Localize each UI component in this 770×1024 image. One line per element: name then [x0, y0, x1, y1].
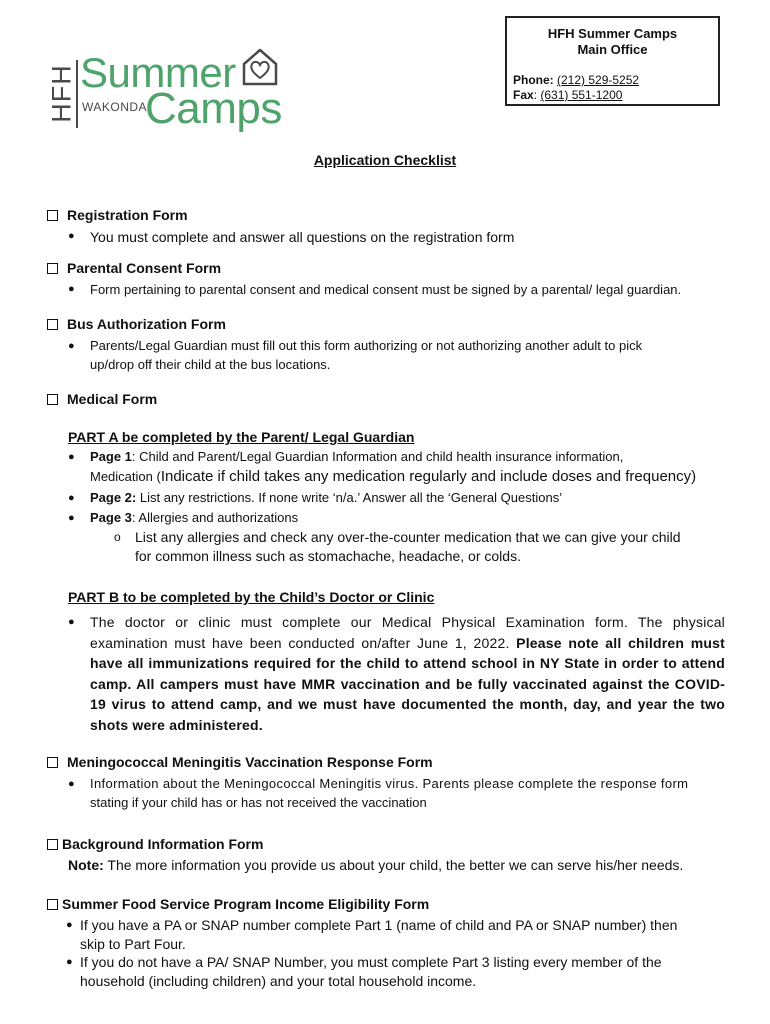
- meningitis-checkbox[interactable]: [47, 757, 58, 768]
- fax-number[interactable]: (631) 551-1200: [540, 88, 623, 102]
- consent-bullet-text: Form pertaining to parental consent and medical consent must be signed by a parental/ legal guardian.: [90, 282, 682, 297]
- logo-wakonda-text: WAKONDA: [82, 100, 148, 114]
- food-bullet2-line2: household (including children) and your total household income.: [80, 973, 477, 989]
- meningitis-line2: stating if your child has or has not received the vaccination: [90, 795, 427, 810]
- bus-line1: Parents/Legal Guardian must fill out this form authorizing or not authorizing another adult to pick: [90, 338, 643, 353]
- registration-bullet-text: You must complete and answer all questions on the registration form: [90, 229, 515, 245]
- page2-line: [90, 488, 562, 507]
- house-heart-icon: [240, 46, 280, 90]
- note-text: The more information you provide us about your child, the better we can serve his/her needs.: [103, 857, 684, 873]
- bullet-icon: ●: [66, 956, 73, 968]
- bullet-icon: ●: [68, 283, 75, 295]
- phone-label: Phone:: [513, 73, 554, 87]
- page3-sub-line1: List any allergies and check any over-the-counter medication that we can give your child: [135, 529, 681, 545]
- office-title-line2: Main Office: [577, 42, 648, 57]
- background-form-heading: [47, 836, 263, 852]
- part-b-paragraph: [90, 612, 725, 735]
- page3-text: : Allergies and authorizations: [131, 510, 299, 525]
- bullet-icon: ●: [68, 778, 75, 790]
- part-b-normal-text: The doctor or clinic must complete our Medical Physical Examination form. The physical examination must have been conducted on/after June 1, 2022.: [90, 614, 725, 651]
- page3-line: [90, 508, 298, 527]
- bus-checkbox[interactable]: [47, 319, 58, 330]
- medical-heading-text: Medical Form: [67, 391, 158, 407]
- bullet-icon: ●: [68, 230, 75, 242]
- fax-label: Fax: [513, 88, 534, 102]
- meningitis-line1: Information about the Meningococcal Meningitis virus. Parents please complete the response form: [90, 776, 689, 791]
- background-heading-text: Background Information Form: [62, 836, 264, 852]
- medical-checkbox[interactable]: [47, 394, 58, 405]
- note-label: Note:: [68, 857, 104, 873]
- consent-heading-text: Parental Consent Form: [67, 260, 222, 276]
- food-bullet1-line1: If you have a PA or SNAP number complete Part 1 (name of child and PA or SNAP number) then: [80, 917, 678, 933]
- logo-hfh-text: HFH: [46, 64, 77, 123]
- page3-label: Page 3: [90, 510, 132, 525]
- page1-line2: [90, 467, 696, 486]
- food-form-heading: [47, 896, 429, 912]
- consent-checkbox[interactable]: [47, 263, 58, 274]
- bus-heading-text: Bus Authorization Form: [67, 316, 226, 332]
- bus-form-heading: [47, 316, 226, 332]
- bullet-icon: ●: [68, 616, 75, 628]
- page1-label: Page 1: [90, 449, 132, 464]
- logo-divider: [76, 60, 78, 128]
- background-checkbox[interactable]: [47, 839, 58, 850]
- registration-heading-text: Registration Form: [67, 207, 188, 223]
- food-bullet2-line1: If you do not have a PA/ SNAP Number, you must complete Part 3 listing every member of the: [80, 954, 662, 970]
- page1-medication-label: Medication (: [90, 469, 161, 484]
- bullet-icon: ●: [68, 340, 75, 352]
- food-heading-text: Summer Food Service Program Income Eligibility Form: [62, 896, 430, 912]
- registration-checkbox[interactable]: [47, 210, 58, 221]
- office-phone: [513, 73, 639, 87]
- main-office-box: [505, 16, 720, 106]
- page3-sub-line2: for common illness such as stomachache, headache, or colds.: [135, 548, 521, 564]
- bullet-icon: ●: [68, 512, 75, 524]
- registration-form-heading: [47, 207, 188, 223]
- phone-number[interactable]: (212) 529-5252: [557, 73, 640, 87]
- office-title-line1: HFH Summer Camps: [547, 26, 678, 41]
- page1-line1: [90, 447, 623, 466]
- part-a-heading: PART A be completed by the Parent/ Legal Guardian: [68, 429, 415, 445]
- circle-bullet-icon: o: [114, 530, 121, 544]
- consent-form-heading: [47, 260, 221, 276]
- bullet-icon: ●: [68, 492, 75, 504]
- background-note: [68, 855, 683, 876]
- logo-hfh: [44, 58, 78, 130]
- logo-summer-text: Summer: [80, 49, 236, 96]
- page1-text: : Child and Parent/Legal Guardian Information and child health insurance information,: [131, 449, 624, 464]
- bullet-icon: ●: [68, 451, 75, 463]
- bullet-icon: ●: [66, 919, 73, 931]
- logo-camps-text: Camps: [145, 84, 282, 133]
- bus-line2: up/drop off their child at the bus locations.: [90, 357, 331, 372]
- part-b-heading: PART B to be completed by the Child’s Doctor or Clinic: [68, 589, 435, 605]
- food-checkbox[interactable]: [47, 899, 58, 910]
- office-title: [507, 26, 718, 58]
- page2-text: List any restrictions. If none write ‘n/a.’ Answer all the ‘General Questions’: [136, 490, 563, 505]
- part-b-bold-text: Please note all children must have all immunizations required for the child to attend school in NY State in order to attend camp. All campers must have MMR vaccination and be fully vaccinated against the COVID-19 virus to attend camp, and we must have documented the month, day, and year the two shots were administered.: [90, 634, 725, 733]
- office-fax: Fax: (631) 551-1200: [513, 88, 623, 102]
- page2-label: Page 2:: [90, 490, 137, 505]
- food-bullet1-line2: skip to Part Four.: [80, 936, 186, 952]
- meningitis-form-heading: [47, 754, 433, 770]
- page1-medication-text: Indicate if child takes any medication regularly and include doses and frequency): [160, 468, 697, 485]
- meningitis-heading-text: Meningococcal Meningitis Vaccination Response Form: [67, 754, 433, 770]
- page-title: Application Checklist: [313, 152, 457, 168]
- medical-form-heading: [47, 391, 157, 407]
